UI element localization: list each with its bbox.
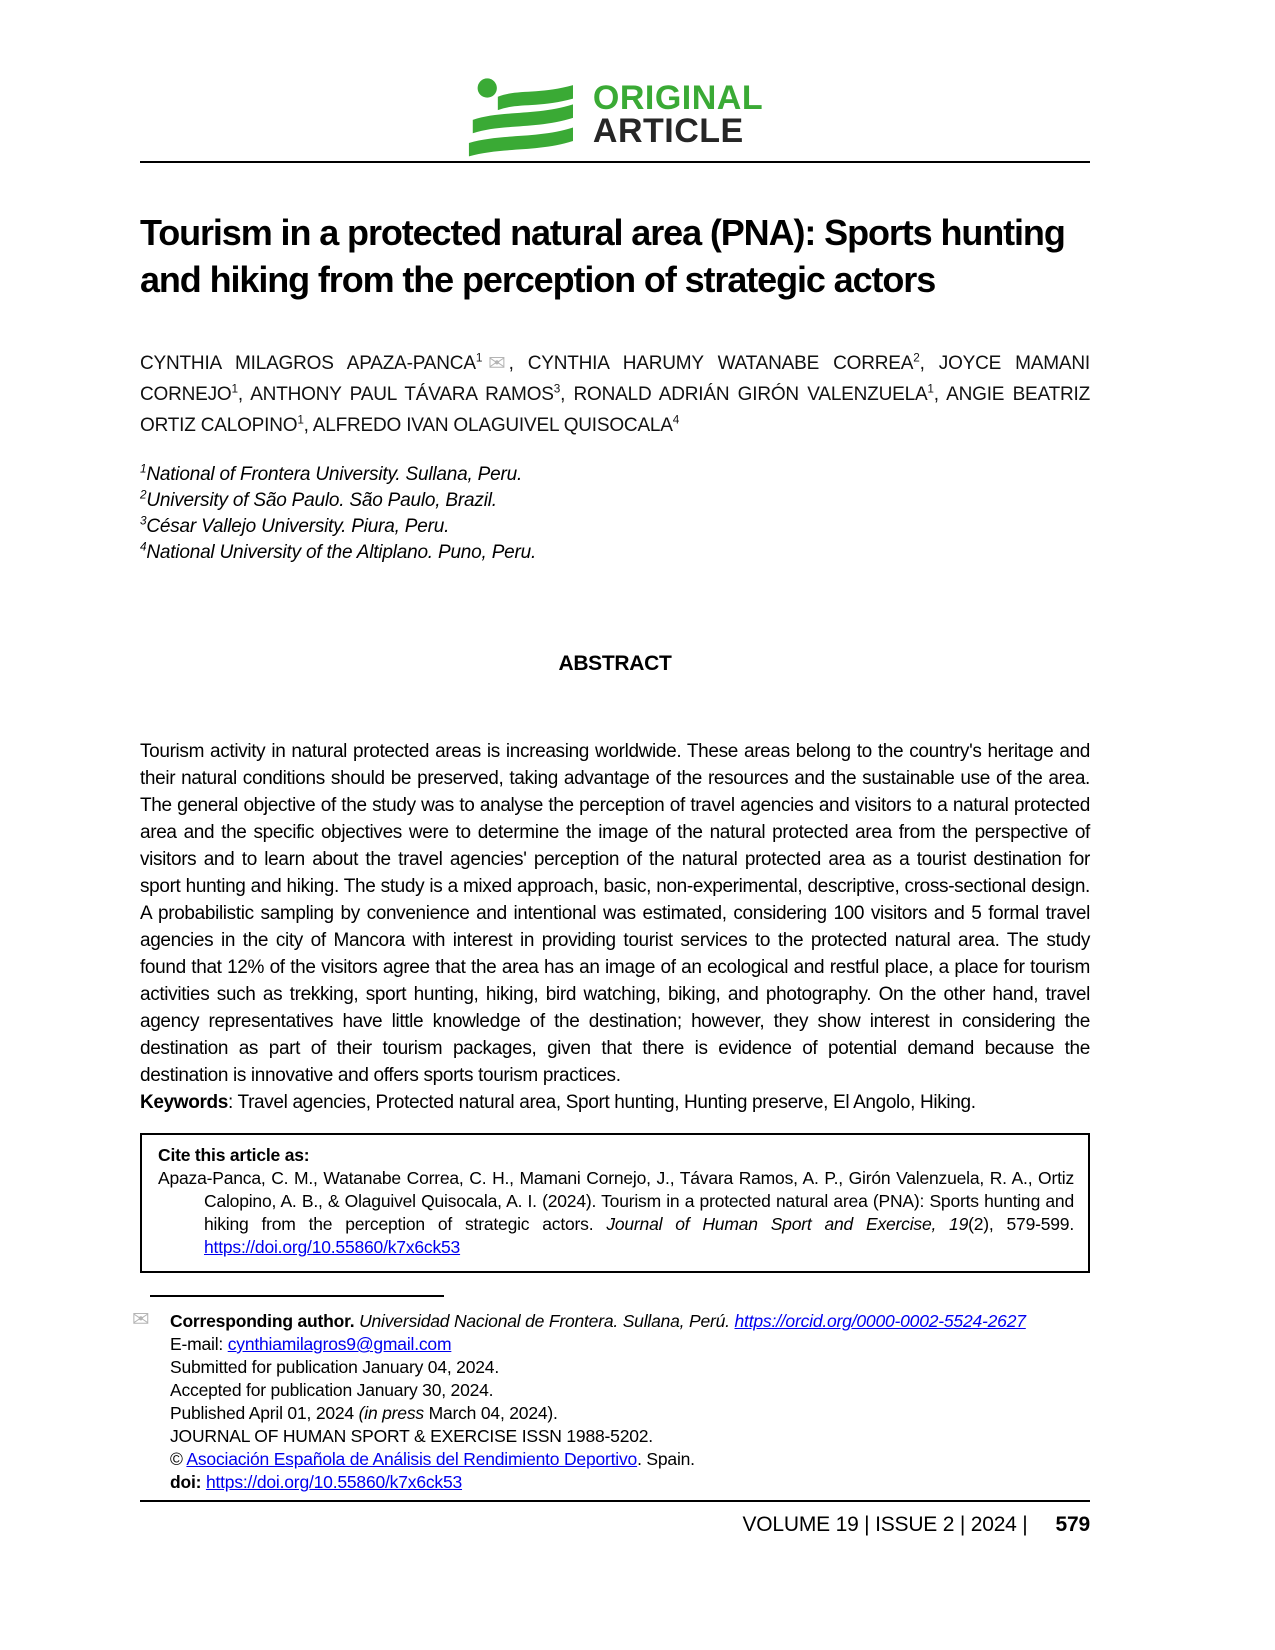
mail-icon: ✉	[132, 1308, 150, 1331]
copyright-country: . Spain.	[637, 1449, 695, 1469]
submitted-line: Submitted for publication January 04, 2024.	[170, 1357, 499, 1377]
published-line	[170, 1402, 1090, 1425]
affiliation	[140, 488, 1090, 514]
email-link[interactable]: cynthiamilagros9@gmail.com	[227, 1334, 452, 1354]
page-footer	[140, 1500, 1090, 1537]
author-affiliation-ref: 3	[553, 382, 561, 396]
affiliations-list	[140, 462, 1090, 566]
keywords-line	[140, 1089, 1090, 1116]
keywords-text: : Travel agencies, Protected natural area, Sport hunting, Hunting preserve, El Angolo, Hiking.	[228, 1092, 976, 1113]
email-label: E-mail:	[170, 1334, 228, 1354]
keywords-label: Keywords	[140, 1092, 229, 1113]
footnote-divider	[150, 1295, 444, 1297]
affiliation	[140, 514, 1090, 540]
article-title: Tourism in a protected natural area (PNA): Sports hunting and hiking from the perception of strategic actors	[140, 212, 1065, 300]
published-text: Published April 01, 2024	[170, 1403, 359, 1423]
mail-icon[interactable]: ✉	[488, 352, 506, 375]
badge-word-article: ARTICLE	[592, 112, 744, 150]
author-name: ANGIE BEATRIZ ORTIZ CALOPINO	[140, 384, 1090, 436]
author-name: ALFREDO IVAN OLAGUIVEL QUISOCALA	[312, 415, 673, 436]
author-name: ANTHONY PAUL TÁVARA RAMOS	[250, 384, 554, 405]
citation-journal: Journal of Human Sport and Exercise, 19	[606, 1214, 969, 1234]
citation-authors: Apaza-Panca, C. M., Watanabe Correa, C. H., Mamani Cornejo, J., Távara Ramos, A. P., Girón Valenzuela, R. A., Ortiz Calopino, A. B., & Olaguivel Quisocala, A. I. (2024). Tourism in a protected natural area (PNA): Sports hunting and hiking from the perception of strategic actors.	[158, 1168, 1074, 1234]
published-date: March 04, 2024).	[428, 1403, 558, 1423]
citation-box	[140, 1133, 1090, 1273]
copyright-line	[170, 1448, 1090, 1471]
footnote-block	[132, 1308, 1090, 1494]
page-number: 579	[1055, 1513, 1090, 1536]
badge-words	[592, 78, 764, 150]
affiliation-text: University of São Paulo. São Paulo, Brazil.	[146, 490, 497, 511]
author-name: JOYCE MAMANI CORNEJO	[140, 353, 1090, 405]
abstract-text: Tourism activity in natural protected areas is increasing worldwide. These areas belong to the country's heritage and their natural conditions should be preserved, taking advantage of the resources and the sustainable use of the area. The general objective of the study was to analyse the perception of travel agencies and visitors to a natural protected area and the specific objectives were to determine the image of the natural protected area from the perspective of visitors and to learn about the travel agencies' perception of the natural protected area as a tourist destination for sport hunting and hiking. The study is a mixed approach, basic, non-experimental, descriptive, cross-sectional design. A probabilistic sampling by convenience and intentional was estimated, considering 100 visitors and 5 formal travel agencies in the city of Mancora with interest in providing tourist services to the protected natural area. The study found that 12% of the visitors agree that the area has an image of an ecological and restful place, a place for tourism activities such as trekking, sport hunting, hiking, bird watching, biking, and photography. On the other hand, travel agency representatives have little knowledge of the destination; however, they show interest in considering the destination as part of their tourism packages, given that there is evidence of potential demand because the destination is innovative and offers sports tourism practices.	[140, 741, 1090, 1086]
affiliation-number: 2	[140, 488, 147, 502]
author-name: CYNTHIA HARUMY WATANABE CORREA	[527, 353, 914, 374]
author-name: RONALD ADRIÁN GIRÓN VALENZUELA	[573, 384, 928, 405]
affiliation-number: 4	[140, 540, 147, 554]
corresponding-author-affiliation: Universidad Nacional de Frontera. Sullana, Perú.	[354, 1311, 735, 1331]
journal-logo-icon	[467, 73, 573, 157]
affiliation	[140, 540, 1090, 566]
affiliation-text: National University of the Altiplano. Puno, Peru.	[146, 542, 537, 563]
affiliation	[140, 462, 1090, 488]
affiliation-text: César Vallejo University. Piura, Peru.	[146, 516, 450, 537]
doi-line	[170, 1471, 1090, 1494]
doi-label: doi:	[170, 1472, 206, 1492]
doi-link[interactable]: https://doi.org/10.55860/k7x6ck53	[205, 1472, 463, 1492]
author-affiliation-ref: 1	[927, 382, 934, 396]
author-affiliation-ref: 1	[297, 413, 304, 427]
citation-text	[158, 1167, 1074, 1259]
abstract-heading: ABSTRACT	[558, 652, 672, 675]
affiliation-text: National of Frontera University. Sullana, Peru.	[146, 464, 523, 485]
orcid-link[interactable]: https://orcid.org/0000-0002-5524-2627	[734, 1311, 1026, 1331]
header-divider	[140, 161, 1090, 163]
email-line	[170, 1333, 1090, 1356]
author-affiliation-ref: 1	[231, 382, 238, 396]
citation-doi-link[interactable]: https://doi.org/10.55860/k7x6ck53	[204, 1237, 461, 1257]
issn-line: JOURNAL OF HUMAN SPORT & EXERCISE ISSN 1988-5202.	[170, 1426, 653, 1446]
accepted-line: Accepted for publication January 30, 2024.	[170, 1380, 494, 1400]
association-link[interactable]: Asociación Española de Análisis del Rendimiento Deportivo	[186, 1449, 638, 1469]
author-name: CYNTHIA MILAGROS APAZA-PANCA	[140, 353, 476, 374]
corresponding-author-line	[170, 1310, 1090, 1333]
copyright-symbol: ©	[170, 1449, 187, 1469]
badge-word-original: ORIGINAL	[592, 78, 764, 117]
author-affiliation-ref: 4	[672, 413, 680, 427]
corresponding-author-label: Corresponding author.	[170, 1311, 355, 1331]
author-affiliation-ref: 2	[913, 351, 920, 365]
volume-issue-text: VOLUME 19 | ISSUE 2 | 2024 |	[742, 1513, 1028, 1536]
original-article-badge	[140, 72, 1090, 158]
affiliation-number: 3	[140, 514, 147, 528]
author-affiliation-ref: 1	[475, 351, 483, 365]
authors-line: CYNTHIA MILAGROS APAZA-PANCA$^1$ ✉ , CYNTHIA HARUMY WATANABE CORREA$^2$, JOYCE MAMANI CORNEJO$^1$, ANTHONY PAUL TÁVARA RAMOS$^3$, RONALD ADRIÁN GIRÓN VALENZUELA$^1$, ANGIE BEATRIZ ORTIZ CALOPINO$^1$, ALFREDO IVAN OLAGUIVEL QUISOCALA$^4$	[140, 351, 1090, 436]
citation-heading: Cite this article as:	[158, 1145, 310, 1165]
published-in-press: (in press	[358, 1403, 429, 1423]
citation-issue: (2), 579-599.	[968, 1214, 1075, 1234]
affiliation-number: 1	[140, 462, 147, 476]
